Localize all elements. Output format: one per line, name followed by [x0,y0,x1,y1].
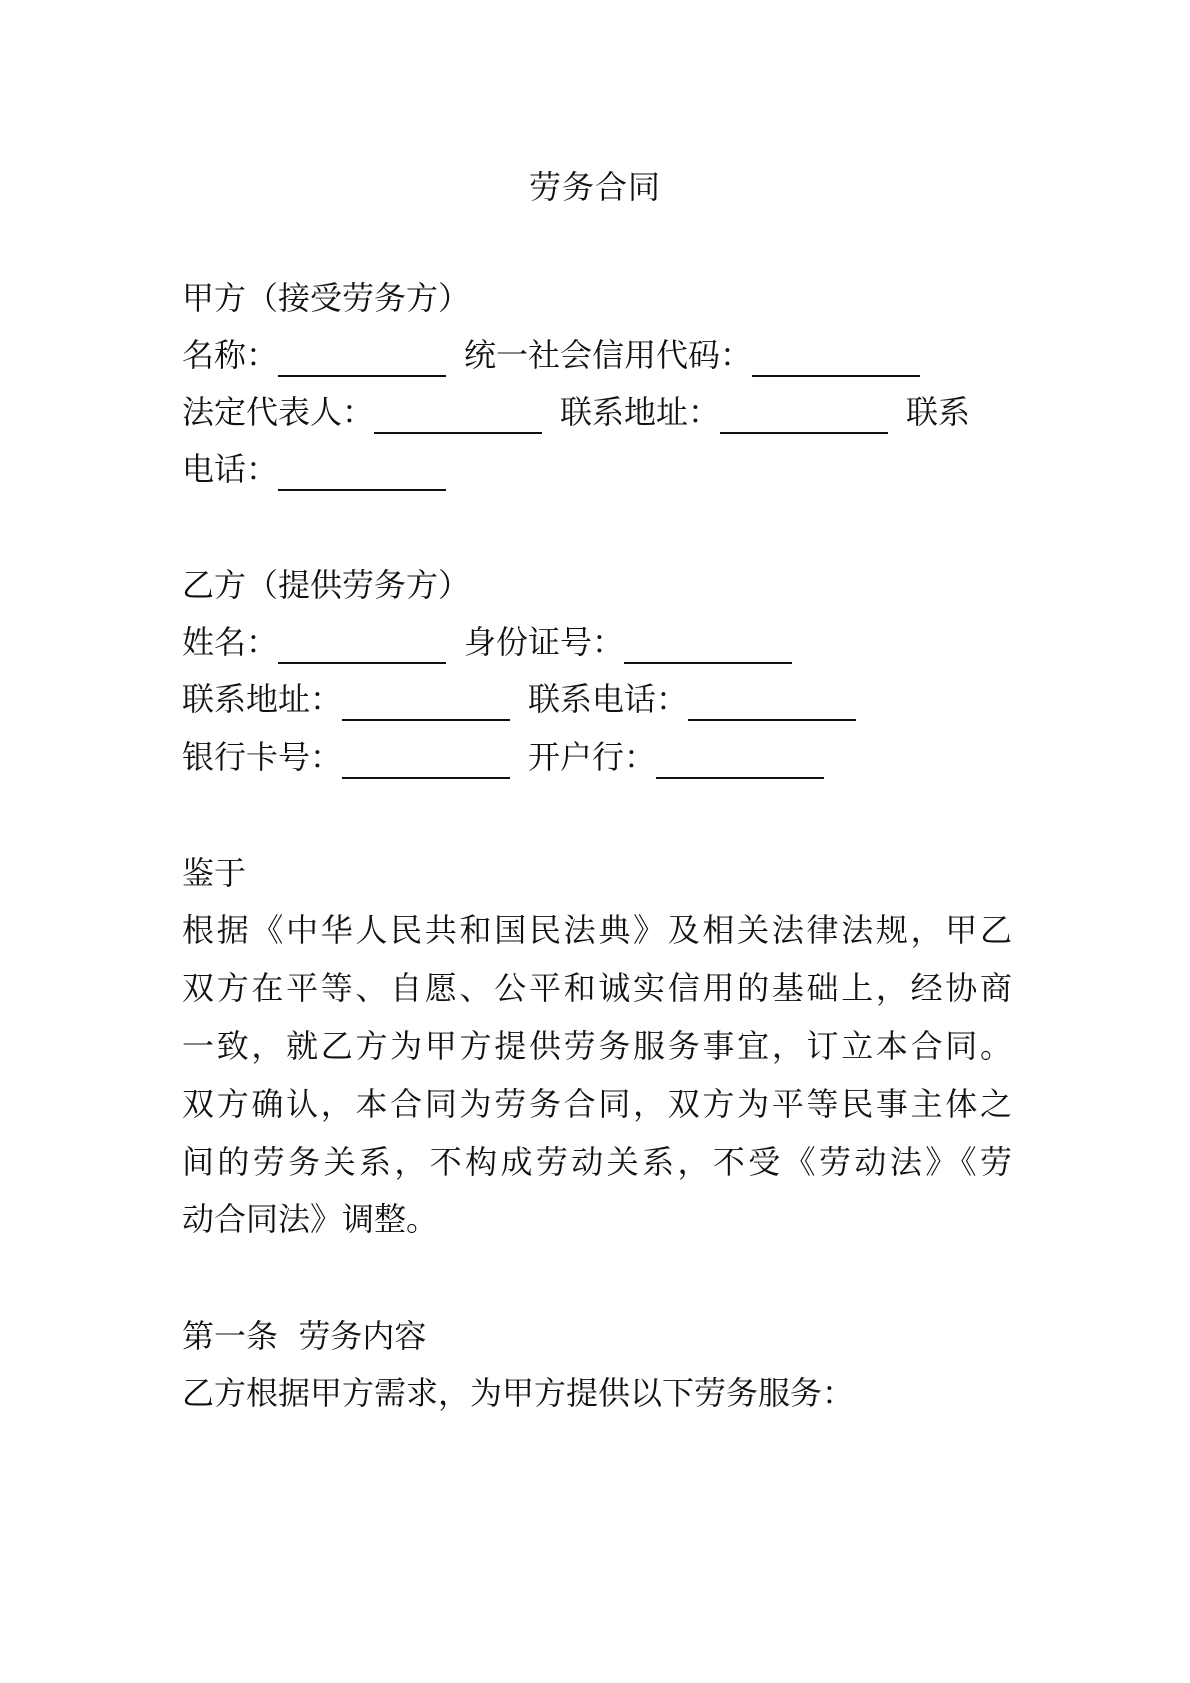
recital-line [182,966,1012,1010]
document-title: 劳务合同 [528,168,661,206]
article-1-heading: 第一条 劳务内容 [182,1317,427,1355]
party-b-bank-blank[interactable] [656,741,824,779]
recital-line-3: 一致，就乙方为甲方提供劳务服务事宜，订立本合同。 [182,1027,1012,1065]
recital-line-4: 双方确认，本合同为劳务合同，双方为平等民事主体之 [182,1085,1012,1123]
party-b-address-blank[interactable] [342,683,510,721]
recital-line [182,908,1012,952]
party-a-rep-row [182,390,1012,434]
party-b-id-label: 身份证号： [464,623,625,661]
party-a-name-row [182,333,1012,377]
recital-heading: 鉴于 [182,854,247,892]
party-a-legal-rep-blank[interactable] [374,396,542,434]
party-b-bank-card-blank[interactable] [342,741,510,779]
recital-line [182,1082,1012,1126]
party-a-credit-code-label: 统一社会信用代码： [464,336,753,374]
recital-line [182,1024,1012,1068]
recital-line-2: 双方在平等、自愿、公平和诚实信用的基础上，经协商 [182,969,1012,1007]
party-b-name-row [182,620,1012,664]
recital-line-5: 间的劳务关系，不构成劳动关系，不受《劳动法》《劳 [182,1143,1012,1181]
party-a-name-blank[interactable] [278,339,446,377]
party-b-address-label: 联系地址： [182,680,343,718]
party-a-phone-label-part1: 联系 [906,393,971,431]
party-b-phone-blank[interactable] [688,683,856,721]
party-b-bank-label: 开户行： [528,738,657,776]
party-a-credit-code-blank[interactable] [752,339,920,377]
party-b-name-blank[interactable] [278,626,446,664]
party-b-heading: 乙方（提供劳务方） [182,566,471,604]
party-a-heading: 甲方（接受劳务方） [182,279,471,317]
recital-line [182,1140,1012,1184]
party-b-bank-row [182,735,1012,779]
recital-line-6: 动合同法》调整。 [182,1200,439,1238]
party-a-address-label: 联系地址： [560,393,721,431]
party-a-phone-row [182,447,1012,491]
party-b-name-label: 姓名： [182,623,279,661]
party-b-id-blank[interactable] [624,626,792,664]
party-b-contact-row [182,677,1012,721]
article-1-intro: 乙方根据甲方需求，为甲方提供以下劳务服务： [182,1374,855,1412]
recital-line-1: 根据《中华人民共和国民法典》及相关法律法规，甲乙 [182,911,1012,949]
party-a-phone-label-part2: 电话： [182,450,279,488]
party-b-bank-card-label: 银行卡号： [182,738,343,776]
party-a-name-label: 名称： [182,336,279,374]
party-b-phone-label: 联系电话： [528,680,689,718]
party-a-phone-blank[interactable] [278,453,446,491]
party-a-address-blank[interactable] [720,396,888,434]
party-a-legal-rep-label: 法定代表人： [182,393,375,431]
